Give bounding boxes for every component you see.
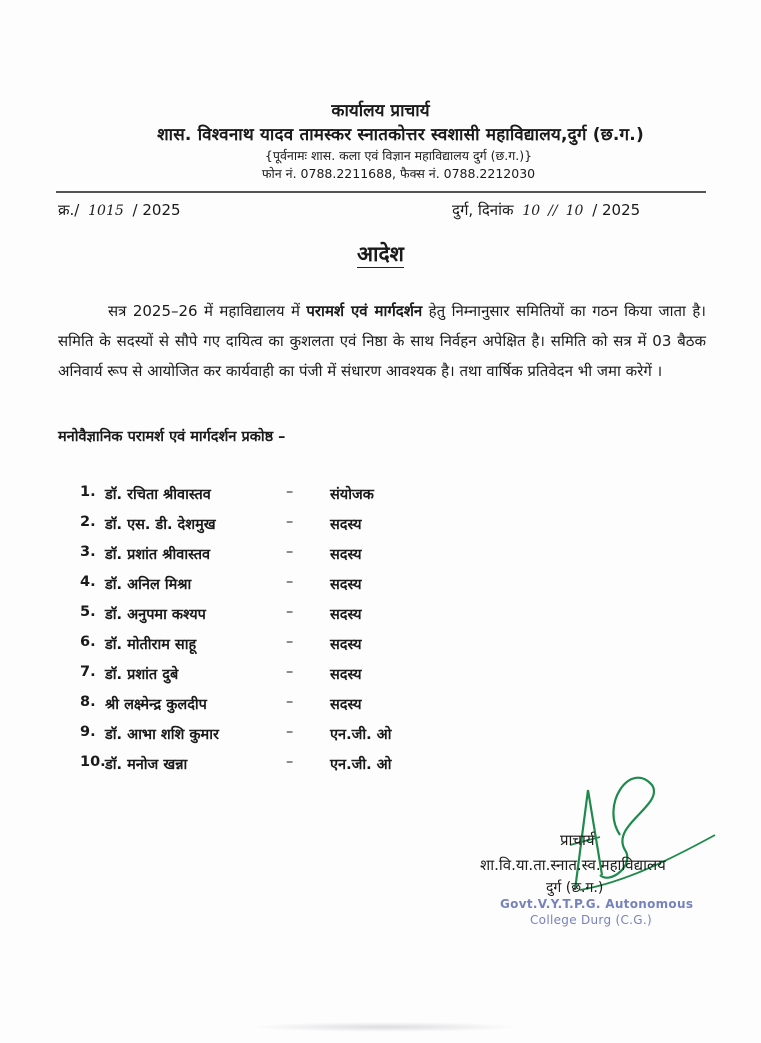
body-part2: हेतु निम्नानुसार समितियों का गठन किया जाता है। समिति के सदस्यों से सौपे गए दायित्व का कुशलता एवं निष्ठा के साथ निर्वहन अपेक्षित है। समिति को सत्र में 03 बैठक अनिवार्य रूप से आयोजित कर कार्यवाही का पंजी में संधारण आवश्यक है। तथा वार्षिक प्रतिवेदन भी जमा करेगें ।: [58, 302, 706, 380]
date-prefix: दुर्ग, दिनांक: [452, 201, 514, 219]
scan-smudge: [250, 1022, 520, 1032]
contact-info: फोन नं. 0788.2211688, फैक्स नं. 0788.2212030: [261, 166, 536, 181]
order-heading-wrap: [0, 240, 761, 268]
date-year: / 2025: [592, 201, 641, 219]
date-month: 10: [565, 203, 584, 219]
member-dash: –: [286, 514, 294, 530]
signatory-place: दुर्ग (छ.ग.): [546, 880, 604, 896]
member-list: [80, 484, 440, 784]
member-dash: –: [286, 634, 294, 650]
office-title: कार्यालय प्राचार्य: [331, 101, 430, 121]
header-divider: [56, 191, 706, 193]
member-role: सदस्य: [330, 607, 362, 623]
reference-year: / 2025: [132, 201, 181, 219]
member-role: एन.जी. ओ: [330, 727, 392, 743]
member-dash: –: [286, 574, 294, 590]
member-dash: –: [286, 664, 294, 680]
member-number: 9.: [80, 724, 96, 740]
member-role: एन.जी. ओ: [330, 757, 392, 773]
date-line: [452, 200, 640, 220]
body-bold-phrase: परामर्श एवं मार्गदर्शन: [306, 302, 423, 320]
member-number: 1.: [80, 484, 96, 500]
member-number: 10.: [80, 754, 106, 770]
member-name: डॉ. प्रशांत दुबे: [105, 667, 179, 683]
order-body: [58, 296, 706, 386]
member-name: डॉ. अनिल मिश्रा: [105, 577, 192, 593]
member-name: डॉ. रचिता श्रीवास्तव: [105, 487, 211, 503]
member-dash: –: [286, 544, 294, 560]
former-name: {पूर्वनामः शास. कला एवं विज्ञान महाविद्यालय दुर्ग (छ.ग.)}: [264, 148, 533, 163]
member-row: [80, 694, 440, 724]
signatory-designation: प्राचार्य: [560, 831, 595, 849]
member-role: सदस्य: [330, 667, 362, 683]
seal-stamp-line2: College Durg (C.G.): [530, 913, 652, 927]
member-dash: –: [286, 604, 294, 620]
member-row: [80, 514, 440, 544]
date-day: 10: [522, 203, 541, 219]
member-number: 2.: [80, 514, 96, 530]
committee-heading: मनोवैज्ञानिक परामर्श एवं मार्गदर्शन प्रकोष्ठ –: [58, 429, 286, 445]
member-name: डॉ. एस. डी. देशमुख: [105, 517, 216, 533]
member-role: सदस्य: [330, 637, 362, 653]
college-name: शास. विश्वनाथ यादव तामस्कर स्नातकोत्तर स्वशासी महाविद्यालय,दुर्ग (छ.ग.): [157, 125, 644, 145]
member-role: सदस्य: [330, 547, 362, 563]
signatory-college: शा.वि.या.ता.स्नात.स्व.महाविद्यालय: [480, 856, 666, 874]
member-name: डॉ. मोतीराम साहू: [105, 637, 197, 653]
member-row: [80, 574, 440, 604]
member-row: [80, 634, 440, 664]
reference-prefix: क्र./: [58, 201, 80, 219]
member-number: 7.: [80, 664, 96, 680]
member-number: 6.: [80, 634, 96, 650]
member-row: [80, 604, 440, 634]
member-row: [80, 484, 440, 514]
member-row: [80, 724, 440, 754]
order-heading: आदेश: [357, 242, 404, 266]
body-part1: सत्र 2025–26 में महाविद्यालय में: [108, 302, 307, 320]
seal-stamp-line1: Govt.V.Y.T.P.G. Autonomous: [500, 897, 694, 911]
member-number: 3.: [80, 544, 96, 560]
member-row: [80, 664, 440, 694]
member-role: सदस्य: [330, 697, 362, 713]
member-number: 8.: [80, 694, 96, 710]
member-name: श्री लक्ष्मेन्द्र कुलदीप: [105, 697, 207, 713]
reference-number: [58, 200, 181, 220]
member-dash: –: [286, 754, 294, 770]
member-number: 5.: [80, 604, 96, 620]
member-name: डॉ. मनोज खन्ना: [105, 757, 188, 773]
reference-handwritten-number: 1015: [88, 203, 124, 219]
member-number: 4.: [80, 574, 96, 590]
member-name: डॉ. अनुपमा कश्यप: [105, 607, 206, 623]
member-dash: –: [286, 724, 294, 740]
member-row: [80, 544, 440, 574]
member-dash: –: [286, 484, 294, 500]
member-name: डॉ. आभा शशि कुमार: [105, 727, 219, 743]
member-role: सदस्य: [330, 577, 362, 593]
date-separator: //: [548, 203, 558, 219]
member-role: सदस्य: [330, 517, 362, 533]
member-row: [80, 754, 440, 784]
member-role: संयोजक: [330, 487, 374, 503]
member-dash: –: [286, 694, 294, 710]
member-name: डॉ. प्रशांत श्रीवास्तव: [105, 547, 211, 563]
